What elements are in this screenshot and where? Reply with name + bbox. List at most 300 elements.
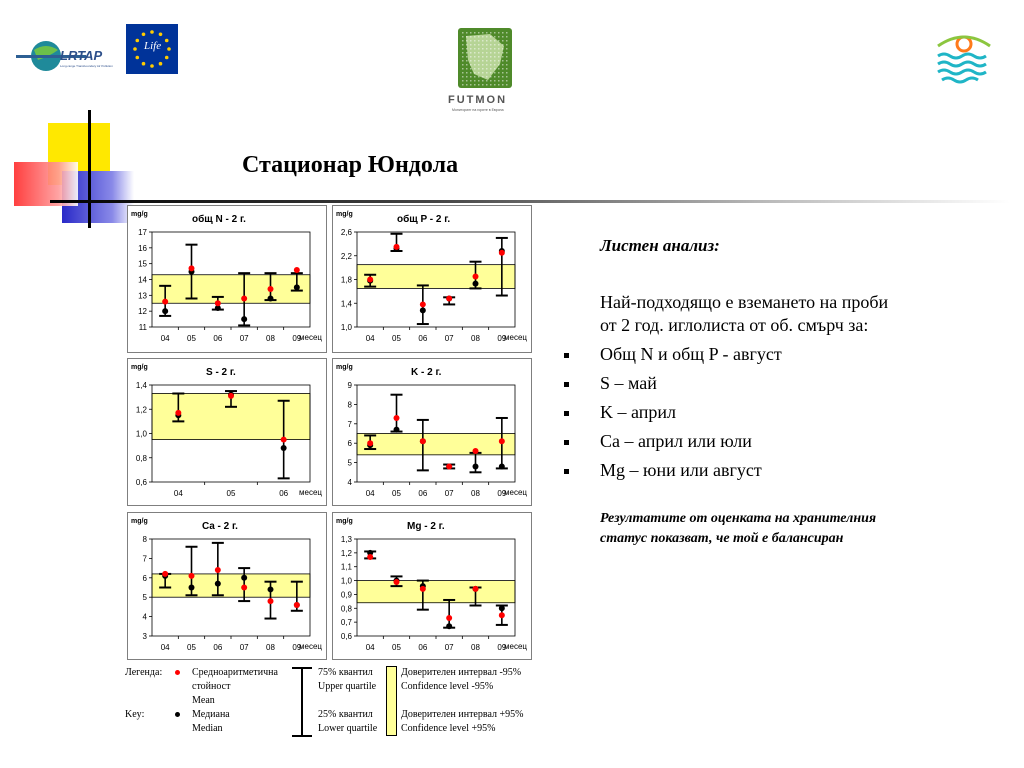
x-axis-label: месец — [299, 333, 322, 342]
chart-svg — [128, 206, 326, 352]
map-dot — [478, 36, 480, 38]
map-dot — [498, 40, 500, 42]
y-tick-label: 0,6 — [340, 632, 352, 641]
eu-star — [135, 56, 139, 60]
y-tick-label: 7 — [142, 554, 147, 564]
y-tick-label: 14 — [138, 275, 147, 285]
bullet-item: Общ N и общ P - август — [600, 344, 782, 364]
map-dot — [474, 36, 476, 38]
map-dot — [498, 68, 500, 70]
map-dot — [462, 80, 464, 82]
map-dot — [482, 32, 484, 34]
chart-panel — [332, 358, 532, 506]
x-tick-label: 06 — [418, 643, 428, 652]
map-dot — [462, 60, 464, 62]
map-dot — [474, 40, 476, 42]
deco-horizontal-line — [50, 200, 1010, 203]
map-dot — [474, 52, 476, 54]
legend-ci-plus-en: Confidence level +95% — [401, 723, 496, 734]
y-tick-label: 0,7 — [340, 618, 352, 628]
bullet-marker — [564, 411, 569, 416]
map-dot — [462, 72, 464, 74]
chart-panel — [127, 512, 327, 660]
map-dot — [490, 36, 492, 38]
legend-mean-bg-1: Средноаритметична — [192, 667, 278, 678]
y-tick-label: 8 — [347, 400, 352, 410]
x-tick-label: 04 — [365, 489, 375, 498]
conclusion-line-1: Резултатите от оценката на хранителния — [600, 511, 877, 526]
map-dot — [490, 44, 492, 46]
median-point — [162, 308, 168, 314]
map-dot — [506, 72, 508, 74]
map-dot — [466, 68, 468, 70]
x-axis-label: месец — [504, 488, 527, 497]
map-dot — [470, 44, 472, 46]
mean-point — [367, 554, 373, 560]
mean-point — [215, 300, 221, 306]
chart-svg — [333, 206, 531, 352]
legend-mean-en: Mean — [192, 695, 215, 706]
median-point — [394, 427, 400, 433]
map-dot — [486, 52, 488, 54]
y-tick-label: 6 — [347, 439, 352, 449]
x-tick-label: 04 — [160, 334, 170, 343]
mean-point — [162, 571, 168, 577]
map-dot — [478, 44, 480, 46]
map-dot — [494, 64, 496, 66]
map-dot — [478, 60, 480, 62]
mean-point — [499, 438, 505, 444]
map-dot — [466, 52, 468, 54]
map-dot — [498, 32, 500, 34]
x-tick-label: 04 — [365, 334, 375, 343]
deco-vertical-line — [88, 110, 91, 228]
map-dot — [486, 44, 488, 46]
chart-unit-label: mg/g — [336, 364, 353, 371]
map-dot — [498, 64, 500, 66]
x-tick-label: 09 — [497, 489, 507, 498]
legend-ci-minus-bg: Доверителен интервал -95% — [401, 667, 522, 678]
chart-panel — [332, 205, 532, 353]
map-dot — [490, 48, 492, 50]
map-dot — [462, 76, 464, 78]
map-dot — [506, 32, 508, 34]
map-dot — [470, 84, 472, 86]
map-dot — [502, 80, 504, 82]
eu-star — [133, 47, 137, 51]
mean-point — [367, 277, 373, 283]
map-dot — [506, 56, 508, 58]
map-dot — [466, 32, 468, 34]
map-dot — [502, 56, 504, 58]
mean-point — [420, 586, 426, 592]
map-dot — [486, 48, 488, 50]
bullet-marker — [564, 440, 569, 445]
map-dot — [490, 52, 492, 54]
map-dot — [474, 68, 476, 70]
eu-star — [159, 32, 163, 36]
map-dot — [482, 52, 484, 54]
mean-point — [473, 448, 479, 454]
y-tick-label: 1,1 — [340, 562, 352, 572]
map-dot — [474, 48, 476, 50]
map-dot — [498, 44, 500, 46]
median-point — [281, 445, 287, 451]
y-tick-label: 16 — [138, 243, 147, 253]
chart-unit-label: mg/g — [131, 364, 148, 371]
mean-point — [215, 567, 221, 573]
map-dot — [506, 76, 508, 78]
map-dot — [478, 68, 480, 70]
map-dot — [478, 80, 480, 82]
map-dot — [478, 64, 480, 66]
map-dot — [502, 72, 504, 74]
mean-point — [241, 585, 247, 591]
bullet-item: Mg – юни или август — [600, 460, 762, 480]
y-tick-label: 3 — [142, 632, 147, 641]
y-tick-label: 1,4 — [340, 299, 352, 309]
map-dot — [474, 76, 476, 78]
y-tick-label: 2,2 — [340, 251, 352, 261]
mean-point — [162, 299, 168, 305]
mean-point — [446, 296, 452, 302]
mean-point — [294, 267, 300, 273]
median-point — [268, 586, 274, 592]
mean-point — [446, 463, 452, 469]
x-tick-label: 07 — [444, 643, 454, 652]
mean-point — [189, 573, 195, 579]
map-dot — [482, 48, 484, 50]
map-dot — [470, 60, 472, 62]
map-dot — [462, 56, 464, 58]
map-dot — [498, 76, 500, 78]
map-dot — [498, 36, 500, 38]
legend-median-en: Median — [192, 723, 223, 734]
europe-map-icon — [430, 24, 540, 94]
page-title: Стационар Юндола — [242, 152, 459, 178]
map-dot — [482, 44, 484, 46]
mean-point — [189, 265, 195, 271]
mean-point — [394, 415, 400, 421]
map-dot — [494, 36, 496, 38]
map-dot — [474, 44, 476, 46]
x-tick-label: 04 — [173, 489, 183, 498]
x-axis-label: месец — [299, 642, 322, 651]
map-dot — [486, 40, 488, 42]
map-dot — [462, 52, 464, 54]
futmon-logo-subtitle: Мониторинг на горите в Европа — [452, 108, 504, 112]
map-dot — [494, 60, 496, 62]
map-dot — [486, 64, 488, 66]
map-dot — [470, 52, 472, 54]
mean-point — [420, 301, 426, 307]
legend-q25-bg: 25% квантил — [318, 709, 373, 720]
x-axis-label: месец — [299, 488, 322, 497]
map-dot — [482, 72, 484, 74]
mean-point — [446, 615, 452, 621]
map-dot — [474, 84, 476, 86]
map-dot — [494, 52, 496, 54]
map-dot — [486, 32, 488, 34]
map-dot — [466, 36, 468, 38]
y-tick-label: 9 — [347, 381, 352, 390]
map-dot — [482, 40, 484, 42]
map-dot — [486, 80, 488, 82]
x-tick-label: 06 — [418, 489, 428, 498]
chart-panel — [127, 358, 327, 506]
map-dot — [506, 68, 508, 70]
median-point — [241, 575, 247, 581]
x-tick-label: 05 — [392, 334, 401, 343]
chart-title: K - 2 г. — [411, 367, 442, 378]
map-dot — [486, 76, 488, 78]
map-dot — [462, 36, 464, 38]
eu-star — [159, 62, 163, 66]
legend-whisker-icon — [290, 666, 314, 738]
mean-point — [228, 393, 234, 399]
bullet-item: S – май — [600, 373, 657, 393]
map-dot — [490, 84, 492, 86]
y-tick-label: 15 — [138, 259, 147, 269]
map-dot — [494, 40, 496, 42]
y-tick-label: 8 — [142, 535, 147, 544]
bullet-item: K – април — [600, 402, 676, 422]
x-tick-label: 04 — [160, 643, 170, 652]
map-dot — [502, 32, 504, 34]
median-point — [215, 581, 221, 587]
map-dot — [490, 60, 492, 62]
map-dot — [478, 48, 480, 50]
map-dot — [490, 80, 492, 82]
map-dot — [470, 32, 472, 34]
y-tick-label: 0,8 — [135, 453, 147, 463]
chart-title: Ca - 2 г. — [202, 521, 238, 532]
x-tick-label: 07 — [239, 643, 249, 652]
median-point — [420, 307, 426, 313]
map-dot — [466, 64, 468, 66]
chart-unit-label: mg/g — [131, 518, 148, 525]
map-dot — [462, 40, 464, 42]
map-dot — [482, 80, 484, 82]
map-dot — [466, 80, 468, 82]
lrtap-logo-subtitle: Long-range Transboundary Air Pollution — [60, 64, 113, 68]
x-tick-label: 08 — [471, 334, 480, 343]
x-tick-label: 08 — [471, 489, 480, 498]
map-dot — [466, 60, 468, 62]
eu-star — [167, 47, 171, 51]
map-dot — [478, 52, 480, 54]
map-dot — [486, 56, 488, 58]
chart-svg — [333, 359, 531, 505]
mean-point — [473, 274, 479, 280]
bullet-item: Ca – април или юли — [600, 431, 752, 451]
map-dot — [486, 68, 488, 70]
map-dot — [482, 68, 484, 70]
chart-title: Mg - 2 г. — [407, 521, 445, 532]
x-axis-label: месец — [504, 333, 527, 342]
legend-band-swatch — [386, 666, 397, 736]
y-tick-label: 0,8 — [340, 604, 352, 614]
map-dot — [502, 36, 504, 38]
confidence-band — [152, 275, 310, 304]
map-dot — [502, 44, 504, 46]
mean-point — [367, 440, 373, 446]
x-tick-label: 09 — [292, 334, 302, 343]
confidence-band — [357, 581, 515, 603]
eu-life-logo — [126, 24, 178, 74]
x-tick-label: 06 — [279, 489, 289, 498]
x-axis-label: месец — [504, 642, 527, 651]
map-dot — [498, 48, 500, 50]
y-tick-label: 0,9 — [340, 590, 352, 600]
legend-median-dot — [175, 712, 180, 717]
map-dot — [466, 40, 468, 42]
median-point — [189, 585, 195, 591]
map-dot — [466, 84, 468, 86]
map-dot — [462, 44, 464, 46]
y-tick-label: 0,6 — [135, 478, 147, 487]
map-dot — [470, 36, 472, 38]
median-point — [499, 463, 505, 469]
lrtap-logo — [16, 36, 120, 76]
map-dot — [474, 60, 476, 62]
map-dot — [494, 56, 496, 58]
map-dot — [470, 80, 472, 82]
map-dot — [494, 32, 496, 34]
y-tick-label: 13 — [138, 291, 147, 301]
map-dot — [466, 44, 468, 46]
map-dot — [462, 64, 464, 66]
median-point — [446, 623, 452, 629]
chart-unit-label: mg/g — [336, 211, 353, 218]
confidence-band — [357, 434, 515, 455]
map-dot — [502, 84, 504, 86]
y-tick-label: 17 — [138, 228, 147, 237]
map-dot — [502, 60, 504, 62]
futmon-logo — [430, 24, 540, 116]
map-dot — [486, 36, 488, 38]
x-tick-label: 08 — [266, 643, 275, 652]
map-dot — [482, 64, 484, 66]
y-tick-label: 2,6 — [340, 228, 352, 237]
map-dot — [470, 72, 472, 74]
map-dot — [478, 40, 480, 42]
map-dot — [502, 76, 504, 78]
mean-point — [420, 438, 426, 444]
y-tick-label: 1,8 — [340, 275, 352, 285]
map-dot — [494, 44, 496, 46]
map-dot — [498, 56, 500, 58]
life-logo-text: Life — [144, 40, 162, 52]
median-point — [499, 605, 505, 611]
map-dot — [494, 84, 496, 86]
x-tick-label: 05 — [187, 334, 196, 343]
analysis-heading: Листен анализ: — [600, 236, 720, 255]
map-dot — [482, 84, 484, 86]
map-dot — [474, 80, 476, 82]
map-dot — [506, 64, 508, 66]
map-dot — [478, 72, 480, 74]
mean-point — [499, 612, 505, 618]
map-dot — [470, 56, 472, 58]
map-dot — [470, 76, 472, 78]
map-dot — [462, 68, 464, 70]
legend-q75-en: Upper quartile — [318, 681, 377, 692]
map-dot — [474, 56, 476, 58]
y-tick-label: 1,0 — [135, 429, 147, 439]
map-dot — [490, 72, 492, 74]
map-dot — [470, 40, 472, 42]
map-dot — [478, 32, 480, 34]
chart-svg — [333, 513, 531, 659]
y-tick-label: 12 — [138, 307, 147, 317]
x-tick-label: 09 — [292, 643, 302, 652]
map-dot — [506, 84, 508, 86]
map-dot — [506, 80, 508, 82]
median-point — [473, 463, 479, 469]
chart-panel — [332, 512, 532, 660]
eu-star — [142, 62, 146, 66]
y-tick-label: 7 — [347, 419, 352, 429]
map-dot — [506, 44, 508, 46]
x-tick-label: 09 — [497, 643, 507, 652]
x-tick-label: 07 — [444, 489, 454, 498]
chart-svg — [128, 513, 326, 659]
map-dot — [486, 84, 488, 86]
map-dot — [490, 32, 492, 34]
confidence-band — [152, 574, 310, 597]
y-tick-label: 1,0 — [340, 576, 352, 586]
map-dot — [498, 80, 500, 82]
map-dot — [494, 72, 496, 74]
x-tick-label: 05 — [226, 489, 236, 498]
mean-point — [294, 602, 300, 608]
x-tick-label: 07 — [444, 334, 454, 343]
map-dot — [494, 48, 496, 50]
eu-star — [165, 39, 169, 43]
conclusion-line-2: статус показват, че той е балансиран — [600, 531, 844, 546]
map-dot — [478, 84, 480, 86]
y-tick-label: 1,2 — [340, 548, 352, 558]
map-dot — [490, 76, 492, 78]
mean-point — [268, 286, 274, 292]
map-dot — [490, 64, 492, 66]
map-dot — [506, 52, 508, 54]
confidence-band — [357, 265, 515, 289]
y-tick-label: 5 — [347, 458, 352, 468]
legend-mean-bg-2: стойност — [192, 681, 231, 692]
map-dot — [474, 64, 476, 66]
mean-point — [268, 598, 274, 604]
map-dot — [494, 76, 496, 78]
map-dot — [494, 68, 496, 70]
map-dot — [506, 36, 508, 38]
chart-unit-label: mg/g — [131, 211, 148, 218]
median-point — [268, 296, 274, 302]
y-tick-label: 11 — [138, 323, 147, 332]
map-dot — [498, 84, 500, 86]
map-dot — [482, 56, 484, 58]
map-dot — [494, 80, 496, 82]
y-tick-label: 4 — [142, 612, 147, 622]
map-dot — [470, 64, 472, 66]
eu-star — [142, 32, 146, 36]
x-tick-label: 05 — [187, 643, 196, 652]
y-tick-label: 1,2 — [135, 405, 147, 415]
map-dot — [486, 60, 488, 62]
map-dot — [474, 72, 476, 74]
map-dot — [474, 32, 476, 34]
